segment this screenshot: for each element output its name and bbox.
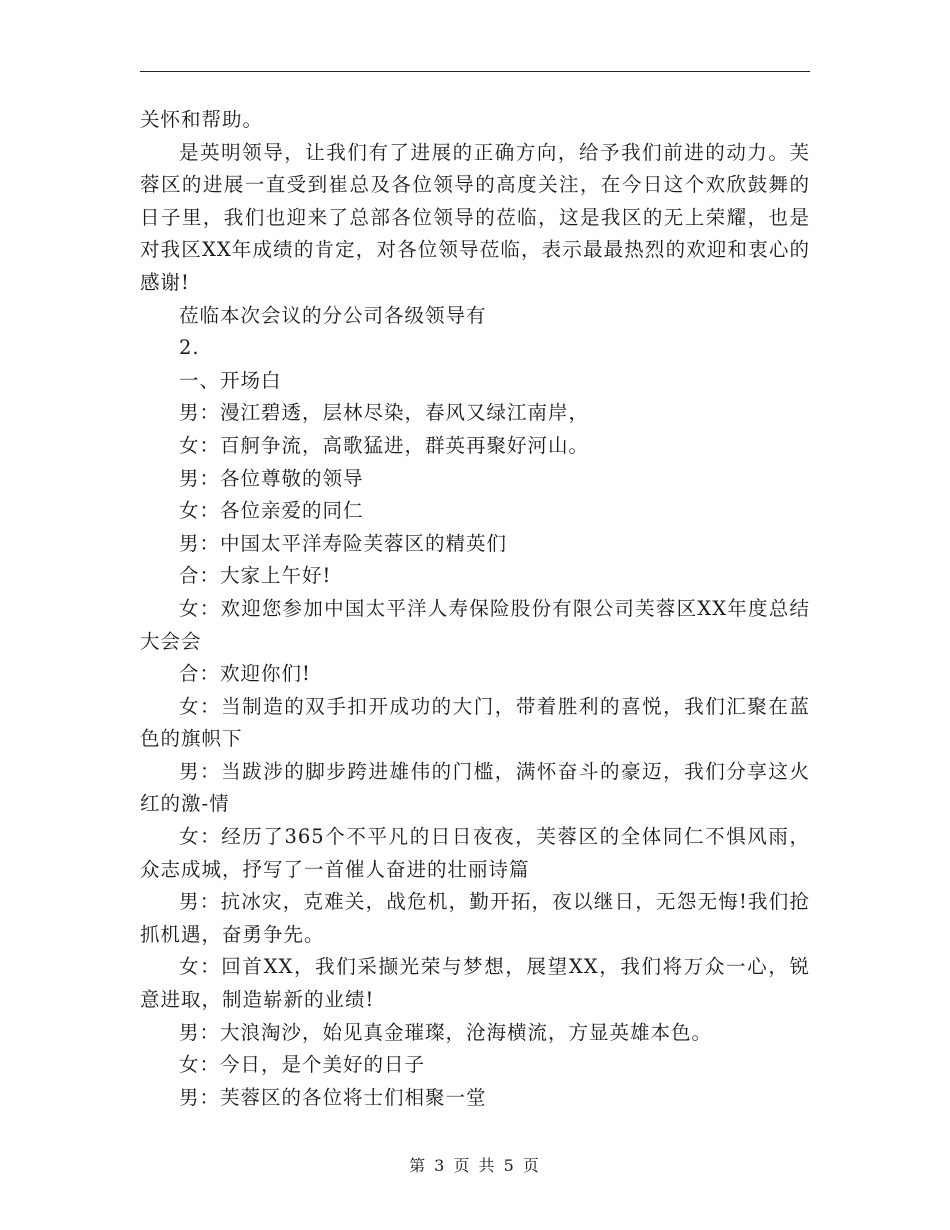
dialogue-line: 女：回首XX，我们采撷光荣与梦想，展望XX，我们将万众一心，锐意进取，制造崭新的业绩! <box>140 955 810 1012</box>
section-heading: 一、开场白 <box>179 368 282 392</box>
dialogue-line: 女：各位亲爱的同仁 <box>179 499 364 523</box>
paragraph: 是英明领导，让我们有了进展的正确方向，给予我们前进的动力。芙蓉区的进展一直受到崔总及各位领导的高度关注，在今日这个欢欣鼓舞的日子里，我们也迎来了总部各位领导的莅临，这是我区的无上荣耀，也是对我区XX年成绩的肯定，对各位领导莅临，表示最最热烈的欢迎和衷心的感谢! <box>140 140 810 294</box>
dialogue-line: 合：欢迎你们! <box>179 662 311 686</box>
dialogue-line: 男：大浪淘沙，始见真金璀璨，沧海横流，方显英雄本色。 <box>179 1020 713 1044</box>
paragraph: 2. <box>179 336 200 360</box>
dialogue-line: 女：欢迎您参加中国太平洋人寿保险股份有限公司芙蓉区XX年度总结大会会 <box>140 596 810 653</box>
dialogue-line: 女：当制造的双手扣开成功的大门，带着胜利的喜悦，我们汇聚在蓝色的旗帜下 <box>140 694 810 751</box>
dialogue-line: 男：抗冰灾，克难关，战危机，勤开拓，夜以继日，无怨无悔!我们抢抓机遇，奋勇争先。 <box>140 890 810 946</box>
header-rule <box>140 71 810 72</box>
dialogue-line: 男：芙蓉区的各位将士们相聚一堂 <box>179 1085 487 1109</box>
dialogue-line: 男：漫江碧透，层林尽染，春风又绿江南岸， <box>179 401 590 425</box>
dialogue-line: 女：经历了365个不平凡的日日夜夜，芙蓉区的全体同仁不惧风雨，众志成城，抒写了一首催人奋进的壮丽诗篇 <box>140 825 810 881</box>
paragraph: 莅临本次会议的分公司各级领导有 <box>179 303 487 327</box>
dialogue-line: 男：当跋涉的脚步跨进雄伟的门槛，满怀奋斗的豪迈，我们分享这火红的激-情 <box>140 759 810 816</box>
dialogue-line: 女：百舸争流，高歌猛进，群英再聚好河山。 <box>179 433 590 457</box>
dialogue-line: 女：今日，是个美好的日子 <box>179 1053 426 1077</box>
dialogue-line: 男：各位尊敬的领导 <box>179 466 364 490</box>
dialogue-line: 男：中国太平洋寿险芙蓉区的精英们 <box>179 531 508 555</box>
paragraph: 关怀和帮助。 <box>140 108 264 131</box>
document-body <box>140 104 810 1114</box>
page-number-footer: 第 3 页 共 5 页 <box>409 1156 541 1175</box>
dialogue-line: 合：大家上午好! <box>179 564 332 588</box>
